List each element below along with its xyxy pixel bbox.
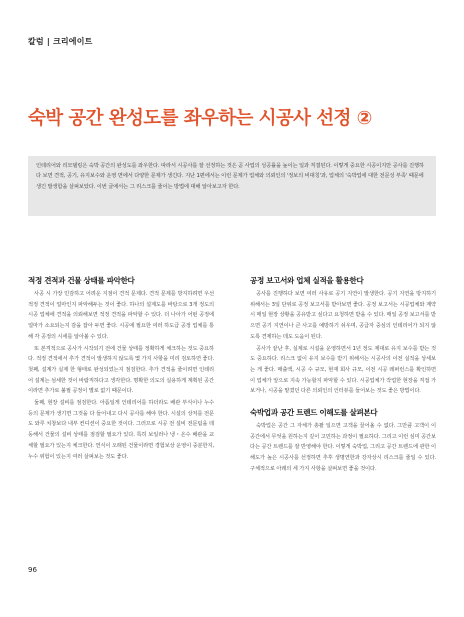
- article-title: 숙박 공간 완성도를 좌우하는 시공사 선정 ②: [28, 108, 372, 129]
- left-paragraph: 사공 시 가장 민감하고 어려운 지점이 견적 문제다. 견적 문제를 방지하려면 우선 적정 견적이 얼마인지 파악해두는 것이 좋다. 하나의 설계도를 바탕으로 3개 정도의 시공 업체에 견적을 의뢰해보면 적정 견적을 파악할 수 있다. 더 나아가 어떤 공정에 얼마가 소요되는지 감을 잡아 두면 좋다. 시공에 필요한 여러 하도급 공정 업체를 통해 각 공정의 시세를 알아볼 수 있다.: [28, 291, 214, 340]
- left-section-heading: 적정 견적과 건물 상태를 파악한다: [28, 276, 135, 285]
- right-column: [250, 275, 436, 476]
- right-paragraph: 숙박업은 공간 그 자체가 총괄 일으면 고객을 끌어올 수 없다. 그만큼 고객이 이 공간에서 무엇을 원하는지 깊이 고민하는 과정이 필요하다. 그리고 이런 심미 공간보다는 공간 트렌드를 잘 반영해야 한다. 이렇게 숙박업, 그리고 공간 트렌드에 관한 이해도가 높은 시공사를 선정하면 추후 생명연한과 강자상시 리스크를 줄일 수 있다. 구체적으로 아래의 세 가지 사항을 살펴보면 좋을 것이다.: [250, 423, 436, 472]
- page-number: 96: [28, 566, 37, 574]
- right-section-heading-2: 숙박업과 공간 트렌드 이해도를 살펴본다: [250, 408, 378, 418]
- left-column: [28, 275, 214, 463]
- left-paragraph: 또 본격적으로 공사가 시작되기 전에 건물 상태를 정확하게 체크하는 것도 중요하다. 적정 견적에서 추가 견적이 발생하지 않도록 몇 가지 사항을 미리 검토하면 좋다. 첫째, 설계가 실제 한 형태로 완성되었는지 점검한다. 추가 견적을 줄이려면 인테리어 설계는 섬세한 것이 바람직하다고 생각한다. 명확한 의도의 실용하게 계획된 공간이라면 추가로 불필 공정이 별로 없기 때문이다.: [28, 345, 214, 395]
- left-paragraph: 둘째, 현장 설비를 점검한다. 아픔일게 인테리어를 하더라도 배관 부식이나 누수 등의 문제가 생기면 그것을 다 들어내고 다시 공사를 해야 한다. 시설의 상처를 전문도 와루 치창보다 내부 컨디션이 중요한 것이다. 그러므로 시공 전 설비 전문팀을 데동해서 건물의 설비 상태를 점검할 필요가 있다. 특히 보일러나 냉・온수 배관을 교체할 필요가 있는지 체크한다. 연식이 오래된 건물이라면 경험보상 운영이 중분한지, 누수 위험이 있는지 여러 살펴보는 것도 좋다.: [28, 400, 214, 460]
- intro-text: 인테리어와 리모델링은 숙박 공간의 완성도를 좌우한다. 따라서 시공사를 잘 선정하는 것은 곧 사업의 성공률을 높이는 일과 직결된다. 이렇게 중요한 시공이지만 공사를 진행하다 보면 견적, 공기, 유지보수와 운영 면에서 다양한 문제가 생긴다. 지난 1편에서는 이런 문제가 업체와 의뢰인의 '정보의 비대칭'과, 업체의 '숙박업에 대한 전문성 부족' 때문에 생긴 발생함을 살펴보았다. 이번 글에서는 그 리스크를 줄이는 방법에 대해 알아보고자 한다.: [36, 163, 424, 190]
- right-section-heading: 공정 보고서와 업체 실적을 활용한다: [250, 276, 364, 285]
- right-paragraph: 공사를 진행하다 보면 여러 사유로 공기 지연이 발생한다. 공기 지연을 방지하기 위해서는 3일 단위로 공정 보고서를 받아보면 좋다. 공정 보고서는 시공업체와 계약 시 매일 현장 상황을 공유받고 싶다고 요청하면 받을 수 있다. 매일 공정 보고서를 받으면 공기 지연이나 큰 사고를 예방하기 쉬우며, 공급자 중심의 인테리어가 되지 않도록 견제하는 데도 도움이 된다.: [250, 291, 436, 340]
- right-paragraph: 공사가 끝난 후, 실제로 시설을 운영하면서 1년 정도 제대로 유지 보수를 받는 것도 중요하다. 리스크 없이 유지 보수를 받기 위해서는 시공사의 이전 실적을 상세보는 게 좋다. 매출액, 시공 수 규모, 현재 회사 규모, 이전 시공 레퍼런스를 확인하면 이 업체가 앞으로 지속 가능할지 파악할 수 있다. 시공업체가 작업한 현장을 직접 가보거나, 시공을 맡겼던 다른 의뢰인의 인터뷰를 들어보는 것도 좋은 방법이다.: [250, 345, 436, 395]
- section-label: 칼럼 | 크리에이트: [28, 37, 93, 46]
